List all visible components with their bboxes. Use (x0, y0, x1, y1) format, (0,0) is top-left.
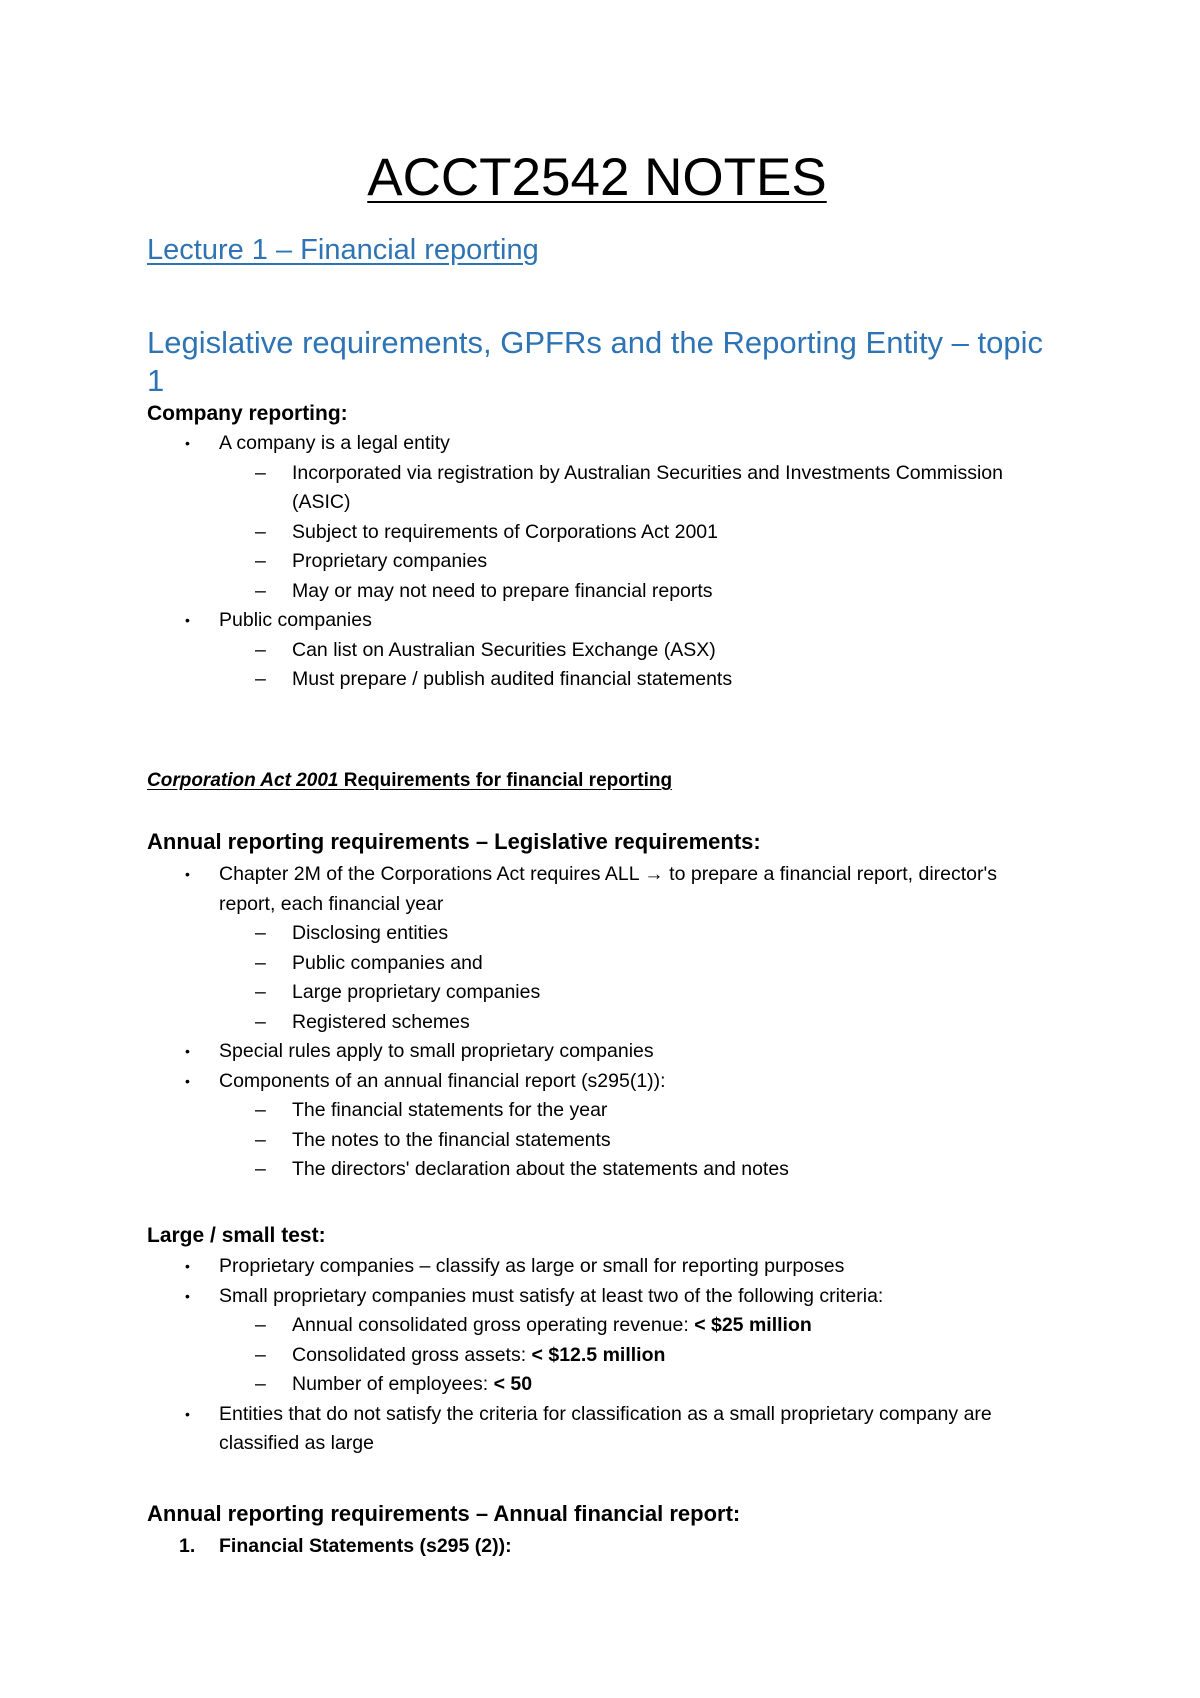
list-item (147, 665, 1047, 695)
bullet-icon: • (185, 1043, 190, 1059)
bullet-icon: • (185, 866, 190, 882)
dash-icon: – (255, 1314, 266, 1336)
list-item-text: Must prepare / publish audited financial statements (292, 668, 733, 690)
list-item-text: Disclosing entities (292, 922, 449, 944)
list-item (147, 1282, 1047, 1312)
lecture-heading: Lecture 1 – Financial reporting (147, 234, 539, 266)
dash-icon: – (255, 638, 266, 661)
criteria-value: < 50 (493, 1373, 533, 1395)
list-item-text: to prepare a financial report, director's report, each financial year (219, 863, 997, 915)
bullet-icon: • (185, 435, 190, 451)
list-item-text: Incorporated via registration by Australian Securities and Investments Commission (ASIC) (292, 461, 1003, 513)
list-item (147, 1400, 1047, 1459)
criteria-value: < $25 million (694, 1314, 812, 1336)
dash-icon: – (255, 550, 266, 572)
subheading-rest: Requirements for financial reporting (338, 770, 673, 791)
list-item (147, 919, 1047, 949)
list-item-text: Public companies (219, 609, 372, 631)
dash-icon: – (255, 1128, 266, 1151)
dash-icon: – (255, 951, 266, 974)
topic-heading: Legislative requirements, GPFRs and the Reporting Entity – topic 1 (147, 325, 1044, 398)
list-item (147, 1311, 1047, 1341)
list-item (147, 636, 1047, 666)
list-item (147, 1126, 1047, 1156)
list-item (147, 1252, 1047, 1282)
dash-icon: – (255, 1010, 266, 1033)
bullet-icon: • (185, 1258, 190, 1274)
list-item (147, 1155, 1047, 1185)
bullet-icon: • (185, 1287, 190, 1304)
company-reporting-heading: Company reporting: (147, 402, 348, 425)
criteria-label: Annual consolidated gross operating revenue: (292, 1314, 695, 1336)
list-item-text: Entities that do not satisfy the criteria for classification as a small proprietary company are classified as large (219, 1402, 992, 1454)
annual-report-heading: Annual reporting requirements – Annual financial report: (147, 1501, 741, 1526)
list-item-text: Financial Statements (s295 (2)): (219, 1535, 512, 1557)
corporation-act-subheading (147, 768, 672, 794)
list-item-text: Subject to requirements of Corporations Act 2001 (292, 520, 718, 543)
list-item (147, 577, 1047, 607)
dash-icon: – (255, 668, 266, 690)
list-item (147, 1067, 1047, 1097)
bullet-icon: • (185, 612, 190, 628)
act-name: Corporation Act 2001 (147, 770, 339, 791)
dash-icon: – (255, 1343, 266, 1366)
document-title: ACCT2542 NOTES (367, 148, 827, 207)
list-item-text: Components of an annual financial report (s295(1)): (219, 1069, 666, 1092)
list-item (147, 459, 1047, 518)
dash-icon: – (255, 520, 266, 543)
large-small-heading: Large / small test: (147, 1224, 326, 1247)
list-item (147, 860, 1047, 919)
list-item (147, 1532, 1047, 1562)
list-item (147, 518, 1047, 548)
dash-icon: – (255, 461, 266, 484)
list-item (147, 1096, 1047, 1126)
list-item-text: Can list on Australian Securities Exchange (ASX) (292, 638, 716, 661)
annual-report-list (147, 1532, 1047, 1562)
list-item-text: Public companies and (292, 951, 483, 974)
bullet-icon: • (185, 1072, 190, 1089)
company-reporting-list (147, 429, 1047, 695)
list-item-text: The directors' declaration about the statements and notes (292, 1158, 789, 1180)
arrow-right-icon: → (644, 863, 664, 885)
list-item-text: Registered schemes (292, 1010, 470, 1033)
annual-legislative-list (147, 860, 1047, 1185)
dash-icon: – (255, 1373, 266, 1395)
list-item-text: Small proprietary companies must satisfy at least two of the following criteria: (219, 1284, 884, 1307)
criteria-label: Number of employees: (292, 1373, 494, 1395)
list-item (147, 1341, 1047, 1371)
dash-icon: – (255, 1158, 266, 1180)
list-item-text: Proprietary companies (292, 550, 488, 572)
list-number: 1. (179, 1535, 196, 1557)
dash-icon: – (255, 1099, 266, 1121)
dash-icon: – (255, 922, 266, 944)
list-item (147, 1370, 1047, 1400)
annual-legislative-heading: Annual reporting requirements – Legislative requirements: (147, 829, 761, 854)
list-item (147, 606, 1047, 636)
list-item-text: The notes to the financial statements (292, 1128, 611, 1151)
list-item-text: Proprietary companies – classify as large or small for reporting purposes (219, 1255, 845, 1277)
list-item (147, 429, 1047, 459)
list-item (147, 1008, 1047, 1038)
list-item (147, 949, 1047, 979)
list-item-text: A company is a legal entity (219, 432, 450, 454)
list-item-text: Special rules apply to small proprietary companies (219, 1040, 654, 1062)
bullet-icon: • (185, 1405, 190, 1422)
dash-icon: – (255, 579, 266, 602)
large-small-list (147, 1252, 1047, 1459)
list-item-text: The financial statements for the year (292, 1099, 608, 1121)
list-item-text: Large proprietary companies (292, 981, 541, 1003)
list-item-text: Chapter 2M of the Corporations Act requires ALL (219, 863, 645, 885)
criteria-value: < $12.5 million (531, 1343, 666, 1366)
dash-icon: – (255, 981, 266, 1003)
list-item-text: May or may not need to prepare financial reports (292, 579, 713, 602)
list-item (147, 547, 1047, 577)
criteria-label: Consolidated gross assets: (292, 1343, 532, 1366)
list-item (147, 978, 1047, 1008)
list-item (147, 1037, 1047, 1067)
